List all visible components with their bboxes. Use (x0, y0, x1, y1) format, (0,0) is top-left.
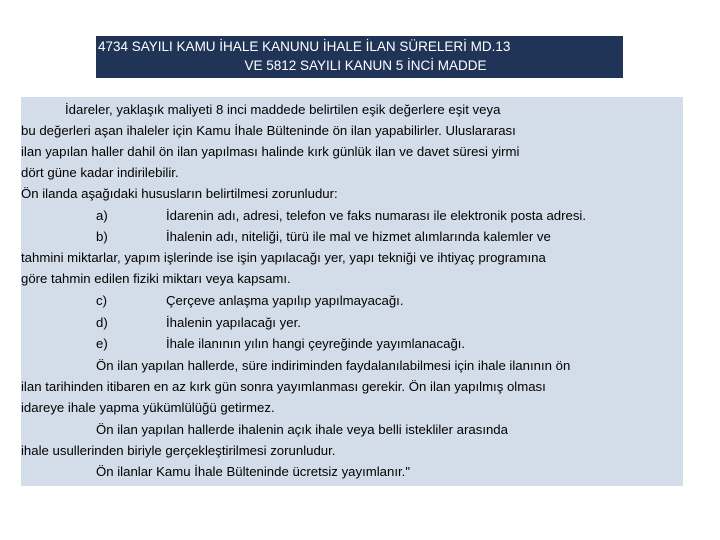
list-item-text: İhale ilanının yılın hangi çeyreğinde yayımlanacağı. (166, 336, 466, 351)
list-item-text: İhalenin adı, niteliği, türü ile mal ve hizmet alımlarında kalemler ve (166, 229, 551, 244)
list-item-letter: c) (96, 293, 107, 308)
paragraph-line: Ön ilanlar Kamu İhale Bülteninde ücretsiz yayımlanır." (96, 464, 411, 479)
paragraph-line: göre tahmin edilen fiziki miktarı veya kapsamı. (21, 271, 291, 286)
list-intro: Ön ilanda aşağıdaki hususların belirtilmesi zorunludur: (21, 186, 338, 201)
title-line-1: 4734 SAYILI KAMU İHALE KANUNU İHALE İLAN SÜRELERİ MD.13 (98, 39, 511, 54)
paragraph-line: ihale usullerinden biriyle gerçekleştirilmesi zorunludur. (21, 443, 336, 458)
paragraph-line: tahmini miktarlar, yapım işlerinde ise işin yapılacağı yer, yapı tekniği ve ihtiyaç programına (21, 250, 546, 265)
list-item-text: İhalenin yapılacağı yer. (166, 315, 301, 330)
paragraph-line: İdareler, yaklaşık maliyeti 8 inci maddede belirtilen eşik değerlere eşit veya (65, 102, 501, 117)
list-item-letter: d) (96, 315, 108, 330)
paragraph-line: Ön ilan yapılan hallerde ihalenin açık ihale veya belli istekliler arasında (96, 422, 508, 437)
content-panel (21, 97, 683, 486)
paragraph-line: idareye ihale yapma yükümlülüğü getirmez. (21, 400, 275, 415)
list-item-text: İdarenin adı, adresi, telefon ve faks numarası ile elektronik posta adresi. (166, 208, 587, 223)
title-banner (96, 36, 623, 78)
paragraph-line: bu değerleri aşan ihaleler için Kamu İhale Bülteninde ön ilan yapabilirler. Uluslararası (21, 123, 516, 138)
paragraph-line: ilan tarihinden itibaren en az kırk gün sonra yayımlanması gerekir. Ön ilan yapılmış olması (21, 379, 546, 394)
paragraph-line: ilan yapılan haller dahil ön ilan yapılması halinde kırk günlük ilan ve davet süresi yirmi (21, 144, 520, 159)
title-line-2: VE 5812 SAYILI KANUN 5 İNCİ MADDE (244, 58, 487, 73)
paragraph-line: Ön ilan yapılan hallerde, süre indiriminden faydalanılabilmesi için ihale ilanının ön (96, 358, 571, 373)
paragraph-line: dört güne kadar indirilebilir. (21, 165, 179, 180)
list-item-text: Çerçeve anlaşma yapılıp yapılmayacağı. (166, 293, 404, 308)
list-item-letter: b) (96, 229, 108, 244)
list-item-letter: a) (96, 208, 108, 223)
list-item-letter: e) (96, 336, 108, 351)
